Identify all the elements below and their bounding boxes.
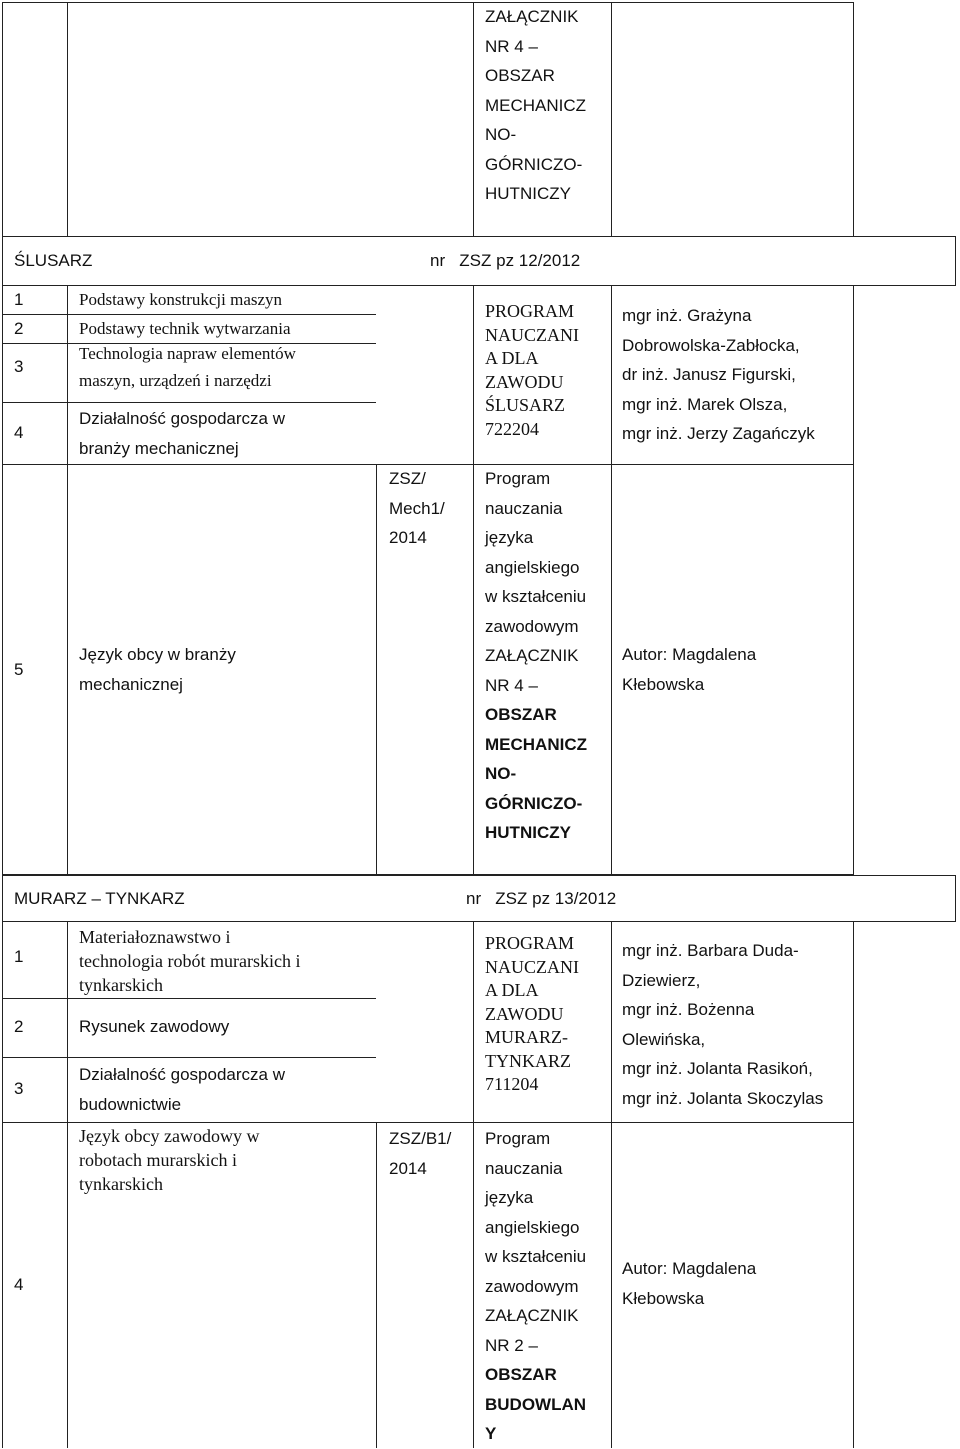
table-border [2,236,3,286]
language-program-area: OBSZAR BUDOWLAN Y [485,1365,587,1443]
table-border [2,921,956,922]
row-number: 2 [14,319,24,338]
table-border [473,2,474,236]
row-number: 3 [14,1079,24,1098]
language-program-code: ZSZ/ Mech1/ 2014 [389,469,445,547]
row-number: 4 [14,423,24,442]
table-border [611,285,612,875]
table-border [67,921,68,1448]
table-border [853,921,854,1448]
table-border [2,285,3,875]
table-border [2,998,376,999]
core-authors-cell: mgr inż. Grażyna Dobrowolska-Zabłocka, dr inż. Janusz Figurski, mgr inż. Marek Olsza, mgr inż. Jerzy Zagańczyk [622,306,815,443]
section-heading: ŚLUSARZ [14,251,93,270]
table-border [376,464,377,875]
table-border [611,921,612,1448]
table-border [2,875,956,876]
row-number: 2 [14,1017,24,1036]
table-border [611,2,612,236]
section-heading: MURARZ – TYNKARZ [14,889,185,908]
subject-cell: Technologia napraw elementów maszyn, urządzeń i narzędzi [79,344,296,390]
core-program-cell: PROGRAM NAUCZANI A DLA ZAWODU ŚLUSARZ 722204 [485,301,579,439]
language-program-cell: Program nauczania języka angielskiego w kształceniu zawodowym ZAŁĄCZNIK NR 2 – [485,1129,587,1355]
section-number: nr ZSZ pz 13/2012 [466,889,617,908]
table-border [2,2,854,3]
continuation-program-text: ZAŁĄCZNIK NR 4 – OBSZAR MECHANICZ NO- GÓRNICZO- HUTNICZY [485,7,587,203]
language-program-code: ZSZ/B1/ 2014 [389,1129,452,1178]
subject-cell: Podstawy konstrukcji maszyn [79,290,283,309]
row-number: 1 [14,947,24,966]
section-number: nr ZSZ pz 12/2012 [430,251,581,270]
subject-cell: Działalność gospodarcza w budownictwie [79,1065,285,1114]
table-border [67,2,68,236]
table-border [473,285,474,875]
table-border [2,402,376,403]
subject-cell: Materiałoznawstwo i technologia robót murarskich i tynkarskich [79,927,301,995]
subject-cell: Język obcy w branży mechanicznej [79,645,236,694]
language-authors-cell: Autor: Magdalena Kłebowska [622,645,757,694]
table-border [376,1122,377,1448]
subject-cell: Rysunek zawodowy [79,1017,230,1036]
subject-cell: Język obcy zawodowy w robotach murarskich i tynkarskich [79,1126,260,1194]
row-number: 3 [14,357,24,376]
table-border [2,875,3,922]
table-border [2,2,3,236]
table-border [67,285,68,875]
row-number: 5 [14,660,24,679]
core-authors-cell: mgr inż. Barbara Duda- Dziewierz, mgr inż. Bożenna Olewińska, mgr inż. Jolanta Rasikoń, mgr inż. Jolanta Skoczylas [622,941,824,1108]
table-border [2,236,956,237]
table-border [2,1122,854,1123]
language-program-cell: Program nauczania języka angielskiego w kształceniu zawodowym ZAŁĄCZNIK NR 4 – [485,469,587,695]
table-border [2,921,3,1448]
table-border [955,236,956,286]
row-number: 1 [14,290,24,309]
core-program-cell: PROGRAM NAUCZANI A DLA ZAWODU MURARZ- TYNKARZ 711204 [485,933,579,1094]
table-border [955,875,956,922]
table-border [853,2,854,236]
table-border [473,921,474,1448]
row-number: 4 [14,1275,24,1294]
table-border [2,1057,376,1058]
subject-cell: Podstawy technik wytwarzania [79,319,291,338]
language-authors-cell: Autor: Magdalena Kłebowska [622,1259,757,1308]
table-border [853,285,854,875]
subject-cell: Działalność gospodarcza w branży mechanicznej [79,409,285,458]
language-program-area: OBSZAR MECHANICZ NO- GÓRNICZO- HUTNICZY [485,705,587,842]
